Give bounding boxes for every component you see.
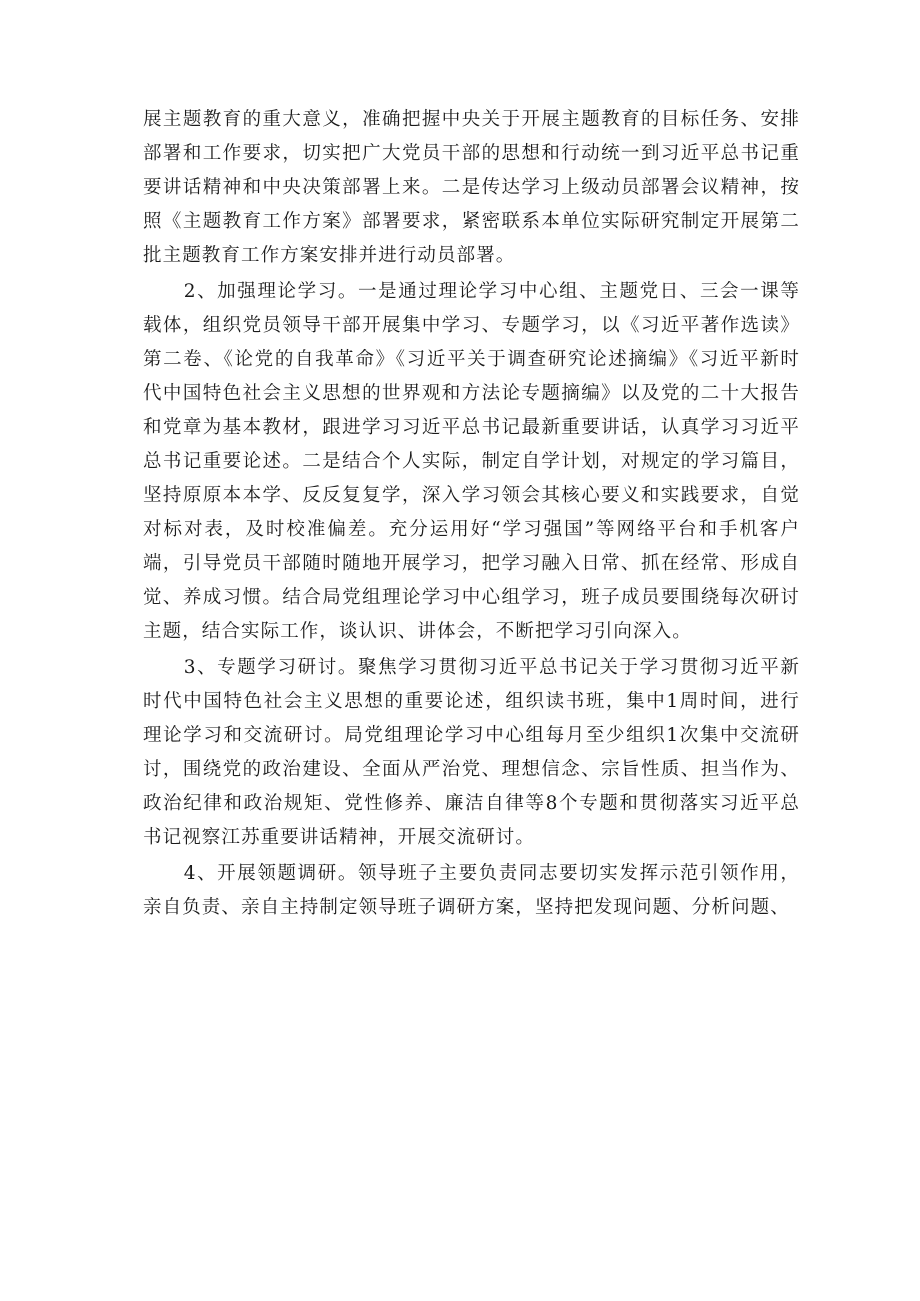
paragraph-item-3: 3、专题学习研讨。聚焦学习贯彻习近平总书记关于学习贯彻习近平新时代中国特色社会主义思想的重要论述，组织读书班，集中1周时间，进行理论学习和交流研讨。局党组理论学习中心组每月至少组织1次集中交流研讨，围绕党的政治建设、全面从严治党、理想信念、宗旨性质、担当作为、政治纪律和政治规矩、党性修养、廉洁自律等8个专题和贯彻落实习近平总书记视察江苏重要讲话精神，开展交流研讨。 bbox=[143, 657, 800, 848]
paragraph-item-2: 2、加强理论学习。一是通过理论学习中心组、主题党日、三会一课等载体，组织党员领导干部开展集中学习、专题学习，以《习近平著作选读》第二卷、《论党的自我革命》《习近平关于调查研究论述摘编》《习近平新时代中国特色社会主义思想的世界观和方法论专题摘编》以及党的二十大报告和党章为基本教材，跟进学习习近平总书记最新重要讲话，认真学习习近平总书记重要论述。二是结合个人实际，制定自学计划，对规定的学习篇目，坚持原原本本学、反反复复学，深入学习领会其核心要义和实践要求，自觉对标对表，及时校准偏差。充分运用好“学习强国”等网络平台和手机客户端，引导党员干部随时随地开展学习，把学习融入日常、抓在经常、形成自觉、养成习惯。结合局党组理论学习中心组学习，班子成员要围绕每次研讨主题，结合实际工作，谈认识、讲体会，不断把学习引向深入。 bbox=[143, 281, 800, 642]
paragraph-item-4: 4、开展领题调研。领导班子主要负责同志要切实发挥示范引领作用，亲自负责、亲自主持制定领导班子调研方案，坚持把发现问题、分析问题、 bbox=[143, 863, 800, 918]
paragraph-intro-continued: 展主题教育的重大意义，准确把握中央关于开展主题教育的目标任务、安排部署和工作要求，切实把广大党员干部的思想和行动统一到习近平总书记重要讲话精神和中央决策部署上来。二是传达学习上级动员部署会议精神，按照《主题教育工作方案》部署要求，紧密联系本单位实际研究制定开展第二批主题教育工作方案安排并进行动员部署。 bbox=[143, 109, 800, 266]
